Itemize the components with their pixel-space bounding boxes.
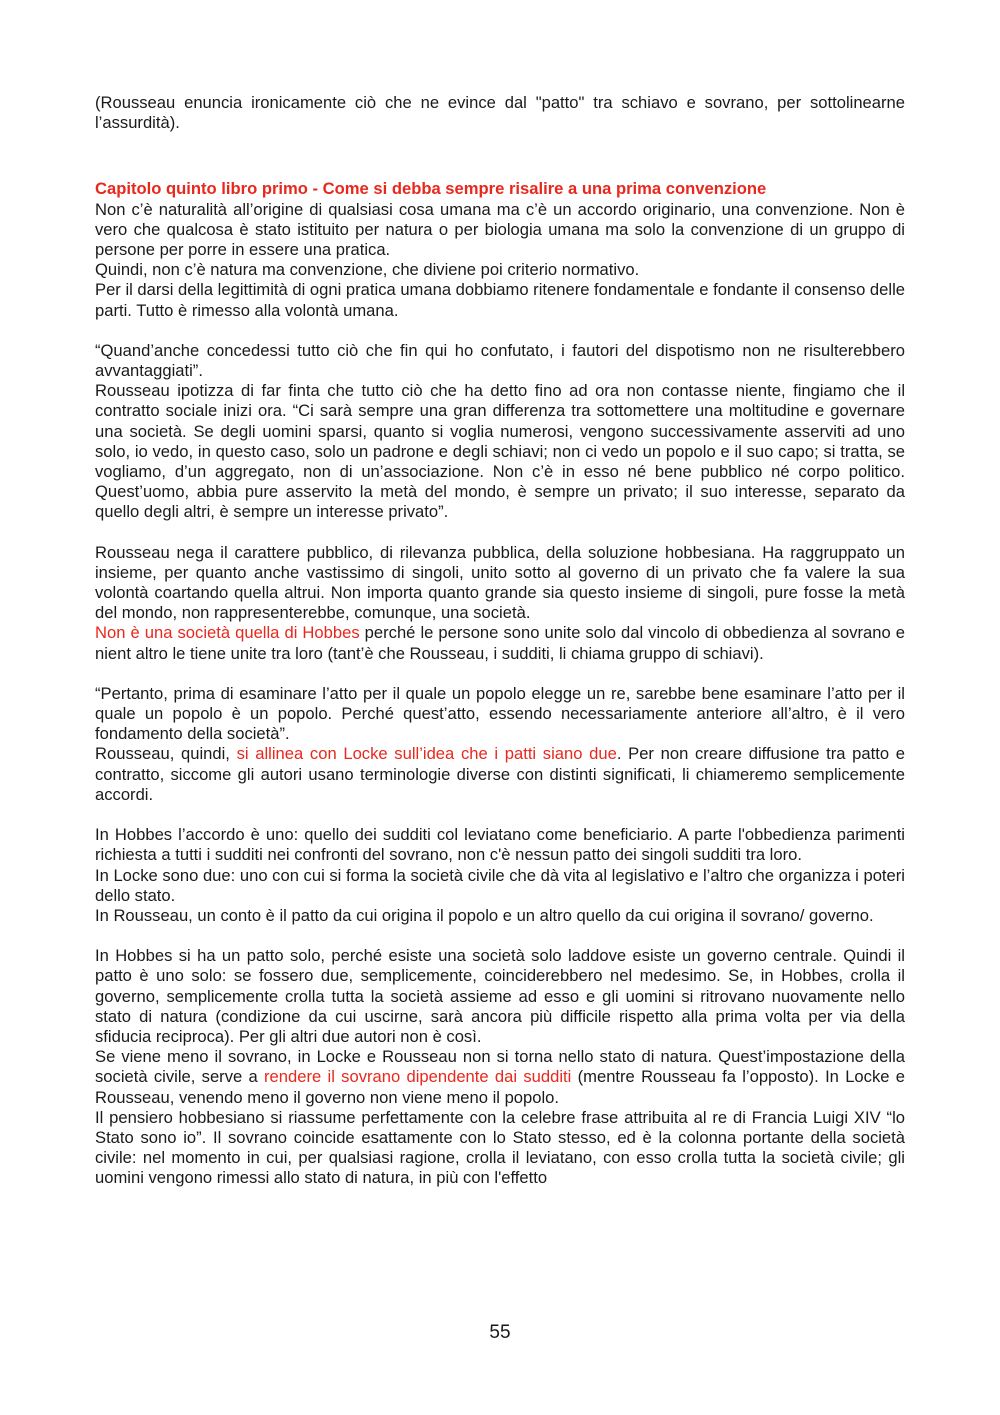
highlight-text: Non è una società quella di Hobbes: [95, 623, 360, 643]
highlight-text: rendere il sovrano dipendente dai sudditi: [264, 1067, 572, 1087]
paragraph: Rousseau nega il carattere pubblico, di rilevanza pubblica, della soluzione hobbesiana. Ha raggruppato un insieme, per quanto anche vastissimo di singoli, unito sotto al governo di un privato che fa valere la sua volontà coartando quella altrui. Non importa quanto grande sia questo insieme di singoli, pure fosse la metà del mondo, non rappresenterebbe, comunque, una società.: [95, 542, 905, 623]
page-number: 55: [489, 1322, 511, 1343]
quote-paragraph: “Pertanto, prima di esaminare l’atto per il quale un popolo elegge un re, sarebbe bene esaminare l’atto per il quale un popolo è un popolo. Perché quest’atto, essendo necessariamente anteriore all’altro, è il vero fondamento della società”.: [95, 683, 905, 744]
spacer: [95, 523, 905, 543]
paragraph: In Locke sono due: uno con cui si forma la società civile che dà vita al legislativo e l’altro che organizza i poteri dello stato.: [95, 865, 905, 905]
quote-paragraph: “Quand’anche concedessi tutto ciò che fin qui ho confutato, i fautori del dispotismo non ne risulterebbero avvantaggiati”.: [95, 340, 905, 381]
paragraph: [95, 623, 905, 663]
intro-paragraph: (Rousseau enuncia ironicamente ciò che ne evince dal "patto" tra schiavo e sovrano, per sottolinearne l’assurdità).: [95, 93, 905, 133]
paragraph: Quindi, non c’è natura ma convenzione, che diviene poi criterio normativo.: [95, 260, 640, 280]
paragraph-text: (mentre Rousseau fa l’opposto). In Locke e Rousseau, venendo meno il governo non viene meno il popolo.: [95, 1067, 905, 1107]
paragraph: In Hobbes l’accordo è uno: quello dei sudditi col leviatano come beneficiario. A parte l'obbedienza parimenti richiesta a tutti i sudditi nei confronti del sovrano, non c'è nessun patto dei singoli sudditi tra loro.: [95, 825, 905, 865]
spacer: [95, 133, 905, 179]
paragraph: In Rousseau, un conto è il patto da cui origina il popolo e un altro quello da cui origina il sovrano/ governo.: [95, 905, 874, 925]
paragraph-text: Rousseau, quindi,: [95, 744, 237, 764]
paragraph-text: perché le persone sono unite solo dal vincolo di obbedienza al sovrano e nient altro le tiene unite tra loro (tant’è che Rousseau, i sudditi, li chiama gruppo di schiavi).: [95, 623, 905, 663]
spacer: [95, 664, 905, 684]
paragraph: Per il darsi della legittimità di ogni pratica umana dobbiamo ritenere fondamentale e fondante il consenso delle parti. Tutto è rimesso alla volontà umana.: [95, 280, 905, 320]
highlight-text: si allinea con Locke sull’idea che i patti siano due: [236, 744, 617, 764]
paragraph: [95, 744, 905, 805]
spacer: [95, 321, 905, 341]
paragraph: In Hobbes si ha un patto solo, perché esiste una società solo laddove esiste un governo centrale. Quindi il patto è uno solo: se fossero due, semplicemente, coinciderebbero nel medesimo. Se, in Hobbes, crolla il governo, semplicemente crolla tutta la società assieme ad esso e gli uomini si ritrovano nuovamente nello stato di natura (condizione da cui uscirne, sarà ancora più difficile rispetto alla prima volta per via della sfiducia reciproca). Per gli altri due autori non è così.: [95, 946, 905, 1046]
paragraph-text: . Per non creare diffusione tra patto e contratto, siccome gli autori usano terminologie diverse con distinti significati, li chiameremo semplicemente accordi.: [95, 744, 905, 804]
page-body: [95, 93, 905, 1189]
paragraph-text: Se viene meno il sovrano, in Locke e Rousseau non si torna nello stato di natura. Quest’impostazione della società civile, serve a: [95, 1047, 905, 1087]
spacer: [95, 805, 905, 825]
paragraph: Non c’è naturalità all’origine di qualsiasi cosa umana ma c’è un accordo originario, una convenzione. Non è vero che qualcosa è stato istituito per natura o per biologia umana ma solo la convenzione di un gruppo di persone per porre in essere una pratica.: [95, 199, 905, 260]
spacer: [95, 926, 905, 946]
paragraph: [95, 1047, 905, 1108]
paragraph: Il pensiero hobbesiano si riassume perfettamente con la celebre frase attribuita al re di Francia Luigi XIV “lo Stato sono io”. Il sovrano coincide esattamente con lo Stato stesso, ed è la colonna portante della società civile: nel momento in cui, per qualsiasi ragione, crolla il leviatano, con esso crolla tutta la società civile; gli uomini vengono rimessi allo stato di natura, in più con l'effetto: [95, 1107, 905, 1188]
chapter-heading: Capitolo quinto libro primo - Come si debba sempre risalire a una prima convenzione: [95, 179, 767, 199]
paragraph: Rousseau ipotizza di far finta che tutto ciò che ha detto fino ad ora non contasse niente, fingiamo che il contratto sociale inizi ora. “Ci sarà sempre una gran differenza tra sottomettere una moltitudine e governare una società. Se degli uomini sparsi, quanto si voglia numerosi, vengono successivamente asserviti ad uno solo, io vedo, in questo caso, solo un padrone e degli schiavi; non ci vedo un popolo e il suo capo; si tratta, se vogliamo, d’un aggregato, non di un’associazione. Non c’è in esso né bene pubblico né corpo politico. Quest’uomo, abbia pure asservito la metà del mondo, è sempre un privato; il suo interesse, separato da quello degli altri, è sempre un interesse privato”.: [95, 381, 905, 522]
